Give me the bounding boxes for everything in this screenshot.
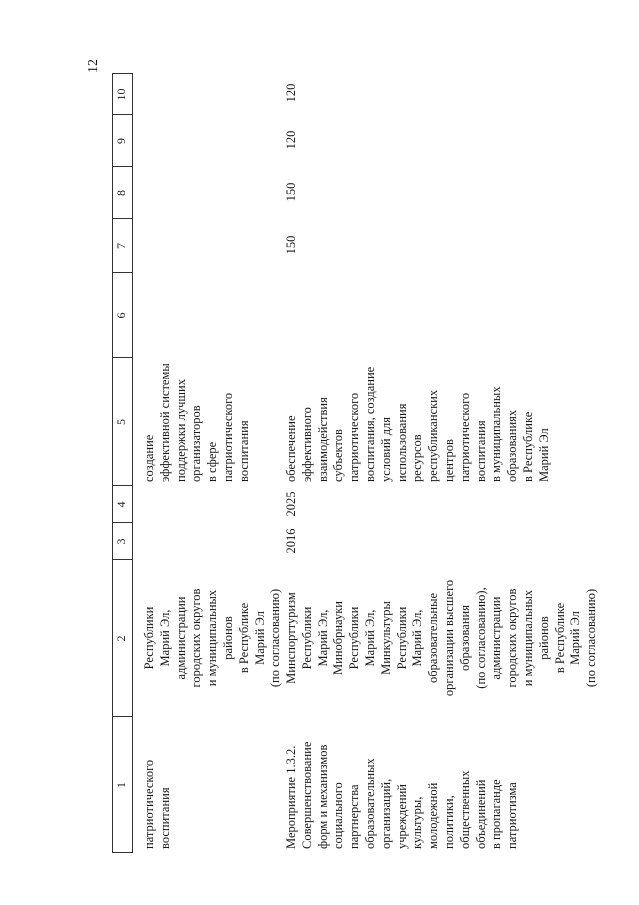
row2-value-9: 120 (284, 130, 298, 150)
header-col-9: 9 (114, 138, 128, 144)
row2-result: обеспечение эффективного взаимодействия субъектов патриотического воспитания, создание условий для использования ресурсов республиканских центров патриотического воспитания в муниципальных образованиях в Республике Марий Эл (284, 366, 551, 482)
row1-executors: Республики Марий Эл, администрации городских округов и муниципальных районов в Республике Марий Эл (по согласованию) (142, 588, 283, 688)
row1-result: создание эффективной системы поддержки лучших организаторов в сфере патриотического воспитания (142, 363, 251, 482)
header-col-6: 6 (114, 312, 128, 319)
row2-end-year: 2025 (284, 491, 298, 517)
page-number: 12 (86, 59, 101, 73)
header-col-4: 4 (114, 501, 128, 508)
header-col-8: 8 (114, 190, 128, 196)
header-col-7: 7 (114, 243, 128, 249)
table-top-border (112, 73, 113, 853)
program-table (112, 73, 632, 853)
row2-subject: Мероприятие 1.3.2. Совершенствование форм и механизмов социального партнерства образовательных организаций, учреждений культуры, молодежной политики, общественных объединений в пропаганде патриотизма (284, 741, 520, 849)
header-bottom-border (132, 73, 133, 853)
header-col-5: 5 (114, 419, 128, 425)
header-col-2: 2 (114, 635, 128, 642)
row2-value-7: 150 (284, 235, 298, 255)
row2-value-8: 150 (284, 182, 298, 202)
row1-subject: патриотического воспитания (142, 759, 172, 849)
row2-start-year: 2016 (284, 528, 298, 554)
header-col-1: 1 (114, 782, 128, 788)
header-col-10: 10 (114, 88, 128, 101)
row2-executors: Минспорттуризм Республики Марий Эл, Минобрнауки Республики Марий Эл, Минкультуры Республики Марий Эл, образовательные организации высшего образования (по согласованию), администрации городских округов и муниципальных районов в Республике Марий Эл (по согласованию) (284, 579, 599, 697)
header-col-3: 3 (114, 538, 128, 545)
row2-value-10: 120 (284, 83, 298, 103)
